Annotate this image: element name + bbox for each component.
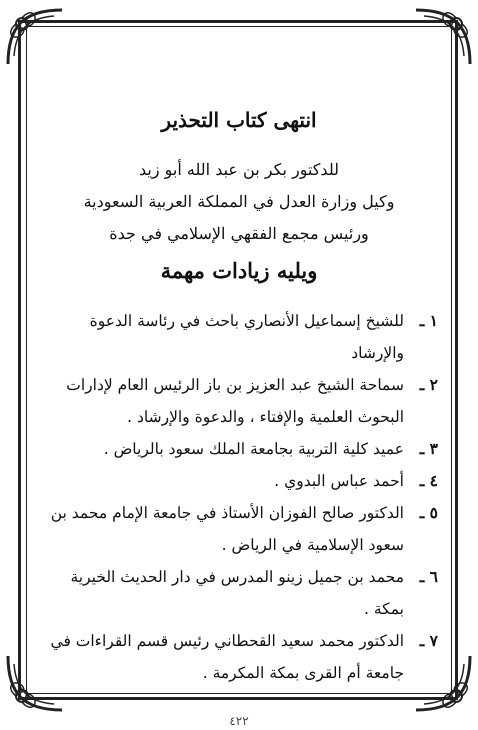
item-number: ١ ـ: [419, 311, 438, 330]
corner-ornament-icon: [4, 6, 66, 68]
list-item: [40, 561, 438, 625]
item-text: الدكتور محمد سعيد القحطاني رئيس قسم القراءات في جامعة أم القرى بمكة المكرمة .: [50, 632, 404, 682]
author-line: للدكتور بكر بن عبد الله أبو زيد: [139, 160, 339, 179]
item-number: ٧ ـ: [419, 631, 438, 650]
list-item: [40, 433, 438, 465]
page-content: [40, 108, 438, 689]
item-text: عميد كلية التربية بجامعة الملك سعود بالرياض .: [103, 440, 404, 458]
list-item: [40, 305, 438, 369]
item-number: ٢ ـ: [419, 375, 438, 394]
item-text: سماحة الشيخ عبد العزيز بن باز الرئيس العام لإدارات البحوث العلمية والإفتاء ، والدعوة والإرشاد .: [66, 376, 404, 426]
page-heading: انتهى كتاب التحذير: [161, 108, 317, 132]
page-number: ٤٢٢: [229, 714, 249, 728]
item-number: ٣ ـ: [419, 439, 438, 458]
item-number: ٥ ـ: [419, 503, 438, 522]
section-subheading: ويليه زيادات مهمة: [160, 258, 318, 283]
item-text: للشيخ إسماعيل الأنصاري باحث في رئاسة الدعوة والإرشاد: [89, 312, 404, 362]
list-item: [40, 497, 438, 561]
item-text: محمد بن جميل زينو المدرس في دار الحديث الخيرية بمكة .: [70, 568, 404, 618]
item-number: ٦ ـ: [419, 567, 438, 586]
list-item: [40, 369, 438, 433]
list-item: [40, 465, 438, 497]
list-item: [40, 625, 438, 689]
item-number: ٤ ـ: [419, 471, 438, 490]
item-text: أحمد عباس البدوي .: [274, 472, 404, 490]
author-line: وكيل وزارة العدل في المملكة العربية السعودية: [83, 192, 395, 211]
additions-list: [40, 305, 438, 689]
author-line: ورئيس مجمع الفقهي الإسلامي في جدة: [109, 224, 369, 243]
corner-ornament-icon: [412, 6, 474, 68]
item-text: الدكتور صالح الفوزان الأستاذ في جامعة الإمام محمد بن سعود الإسلامية في الرياض .: [50, 504, 404, 554]
